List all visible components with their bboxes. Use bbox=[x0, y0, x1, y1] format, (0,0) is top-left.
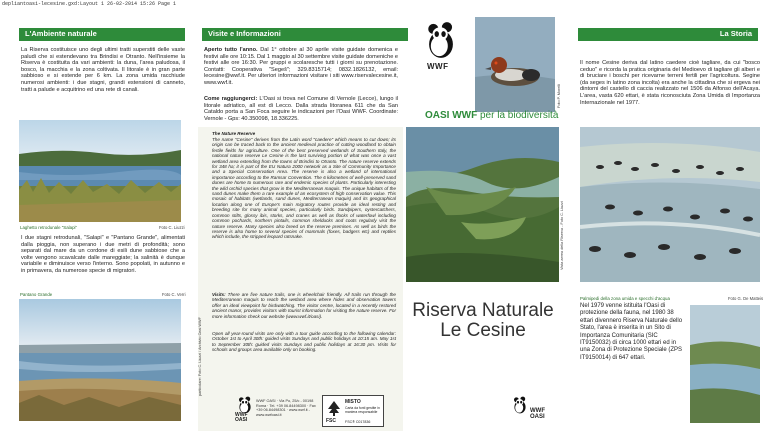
visits-text: There are five nature trails, one is wheelchair friendly. All trails run through the Mediterranean maquis to reach the wetland area where hides and observation towers offer an ideal viewpoint for birdwatching. The visitor centre, located in a recently restored ancient manor, provides visitors with tourist information for visiting the nature reserve. For more information check our website (www.wwf.it/oasi). bbox=[212, 292, 396, 319]
reserve-title-line1: Riserva Naturale bbox=[412, 300, 554, 321]
storia-text: Il nome Cesine deriva dal latino caedere cioè tagliare, da cui "bosco ceduo" e ricorda la pratica originaria del Medioevo di tagliare gli alberi e di bruciare i boschi per ricevarne terreni fertili per l'agricoltura. Segine (da seges in latino zona incolta) era anche la cittadina che si ergeva nei dintorni del castello di caccia realizzato nel 1506 da Alfonso dell'Acaya. L'area, vasta 620 ettari, è stata riconosciuta Zona Umida di Importanza Internazionale nel 1977. bbox=[580, 60, 760, 106]
fsc-label: FSC bbox=[326, 418, 336, 424]
caption-birds: Palmipedi della zona umida e specchi d'acqua bbox=[580, 296, 670, 301]
credit-birds: Foto G. De Matteis bbox=[728, 296, 764, 301]
directions-lead: Come raggiungerci: bbox=[204, 96, 258, 102]
small-wwf-word: WWF bbox=[235, 412, 248, 418]
section-title-ambiente: L'Ambiente naturale bbox=[19, 28, 185, 41]
open-en: Open all year-round visits are only with a tour guide according to the following calendar: October 1st to April 30th: guided visits Sundays and public holidays at 10:15 am. May 1st to September 30th: guided visits Sundays and public holidays at 16:30 pm. Visits for schools and groups area available only on booking. bbox=[212, 331, 396, 353]
photo-wetland bbox=[690, 305, 760, 423]
visite-websites: Per ulteriori informazioni visitare i siti www.riservalecesine.it, www.wwf.it. bbox=[204, 73, 398, 86]
visits-lead: Visits: bbox=[212, 292, 226, 297]
bottom-oasi-word: OASI bbox=[530, 414, 545, 420]
misto-sub: Carta da fonti gestite in maniera responsabile bbox=[345, 406, 380, 414]
bottom-wwf-label bbox=[530, 408, 545, 420]
section-title-storia: La Storia bbox=[578, 28, 758, 41]
small-wwf-label bbox=[235, 413, 248, 423]
fsc-code: FSC® C017836 bbox=[345, 420, 371, 424]
print-header: depliantoasi-lecesine.gxd:Layout 1 26-02-2014 15:26 Page 1 bbox=[2, 1, 177, 7]
visits-en bbox=[212, 292, 396, 319]
credit-archivio: Foto P. Morelli bbox=[557, 84, 561, 108]
section-title-visite: Visite e Informazioni bbox=[202, 28, 408, 41]
photo-birds bbox=[580, 127, 760, 282]
caption-pantano: Pantano Grande bbox=[20, 292, 53, 297]
misto-label: MISTO bbox=[345, 399, 361, 405]
credit-salapi: Foto C. Liuzzi bbox=[159, 225, 185, 230]
panda-logo-bottom bbox=[512, 395, 528, 420]
rn2000-text: Nel 1979 venne istituita l'Oasi di protezione della fauna, nel 1980 38 ettari divennero Riserva Naturale dello Stato, l'area è inserita in un Sito di Importanza Comunitaria (SIC IT9150032) di circa 1000 ettari ed in una Zona di Protezione Speciale (ZPS IT9150014) di 647 ettari. bbox=[580, 303, 683, 361]
bottom-wwf-word: WWF bbox=[530, 408, 545, 414]
caption-salapi: Laghetto retrodunale "Salapi" bbox=[20, 225, 78, 230]
english-body: The name "Cesine" derives from the Latin word "caedere" which means to cut down; its origin can be traced back to the ancient medieval practice of cutting woodland to obtain fertile fields for agriculture. One of the best preserved wetlands of Southern Italy, the national nature reserve Le Cesine is the last surviving portion of what was once a vast wetland area extending from the towns of Brindisi to Otranto. The nature reserve extends for 348 ha; it is part of the EU Natura 2000 network as a Site of Community Importance and a Special Conservation Area. The reserve is also a wetland of international importance according to the Ramsar Convention. The 6 kilometres of well-preserved sand dunes are home to numerous rare and endemic species of plants. Particularly interesting the wild orchid species that grow in the Mediterranean maquis. The unique habitats of the sand dunes make them a rare example of an ecosystem of high conservation value. This mosaic of habitats (wetlands, sand dunes, Mediterranean maquis) and its geographical location along one of Europe's main migratory routes provide an ideal resting and breeding site for many animal species, particularly birds. Sandpipers, oystercatchers, common stilts, glossy ibis, storks, and cranes as well as flocks of waterfowl including common pochards, northern pintails, common shelducks and coots regularly visit the nature reserve. Many species also breed on the reserve premises. As well as birds the reserve is also home to several species of mammals (foxes, badgers etc) and reptiles which include, the stripped leopard ratsnake. bbox=[212, 137, 396, 240]
wwf-address: WWF OASI · Via Po, 25/c - 00198 Roma · Tel. +39 06.84498300 · Fax +39 06.84498301 · www.wwf.it - www.wwfoasi.it bbox=[256, 399, 316, 417]
visite-text: Dal 1° ottobre al 30 aprile visite guidate domenica e festivi alle ore 10:15. Dal 1 maggio al 30 settembre visite guidate domeniche e festivi alle ore 16:30. Per gruppi e scolaresche tutti i giorni su prenotazione. Contatti: Cooperativa "Segeš"; 329.8315714; 0832.1826132, email: lecesine@wwf.it. bbox=[204, 47, 398, 80]
directions bbox=[204, 96, 398, 122]
credit-pantano: Foto C. Verri bbox=[162, 292, 186, 297]
photo-aerial bbox=[406, 127, 559, 282]
ambiente-body: I due stagni retrodunali, "Salapi" e "Pantano Grande", alimentati dalla pioggia, non superano i due metri di profondità; sono separati dal mare da un cordone di esili dune sabbiose che a volte vengono scavalcate dalle mareggiate; la salinità è dunque variabile e diminuisce verso l'interno. Sono popolati, in autunno e in primavera, da numerose specie di migratori. bbox=[21, 235, 185, 274]
directions-text: L'Oasi si trova nel Comune di Vernole (Lecce), lungo il litorale adriatico, all est di Lecco. Dalla strada litoranea 611 che da San Cataldo porta a San Foca seguire le indicazioni per l'Oasi WWF. Coordinate: Vernole - Gps: 40.350098, 18.336225. bbox=[204, 96, 398, 122]
credit-aerial: Vista aerea della Riserva - Foto C. Liuzzi bbox=[560, 201, 564, 270]
fsc-tree-icon bbox=[327, 400, 341, 416]
brand-sub: per la biodiversità bbox=[480, 110, 559, 121]
credit-vertical-mid: particolare: Foto C. Liuzzi / Archivio Oasi WWF bbox=[198, 317, 202, 396]
visite-lead: Aperto tutto l'anno. bbox=[204, 47, 258, 53]
brand-oasi: OASI WWF bbox=[425, 110, 478, 121]
small-oasi-word: OASI bbox=[235, 417, 248, 423]
english-title: The Nature Reserve bbox=[212, 131, 256, 136]
photo-pantano bbox=[19, 299, 181, 421]
fsc-badge bbox=[322, 395, 384, 427]
reserve-title-line2: Le Cesine bbox=[440, 320, 526, 341]
wwf-logo-text: WWF bbox=[427, 62, 449, 71]
wwf-panda-logo bbox=[424, 20, 458, 65]
photo-duck bbox=[475, 17, 555, 112]
visite-info bbox=[204, 47, 398, 87]
ambiente-intro: La Riserva costituisce uno degli ultimi tratti superstiti delle vaste paludi che si estendevano tra Brindisi e Otranto. Nell'insieme la Riserva è costituita da vari ambienti: la duna, l'area paludosa, il bosco, la macchia e la zona coltivata. Il litorale è in gran parte sabbioso e si estende per 6 km. La zona umida racchiude numerosi ambienti: i due stagni, grandi estensioni di canneto, tratti a palude e acquitrino ed una rete di canali. bbox=[21, 47, 185, 93]
photo-salapi bbox=[19, 120, 181, 222]
